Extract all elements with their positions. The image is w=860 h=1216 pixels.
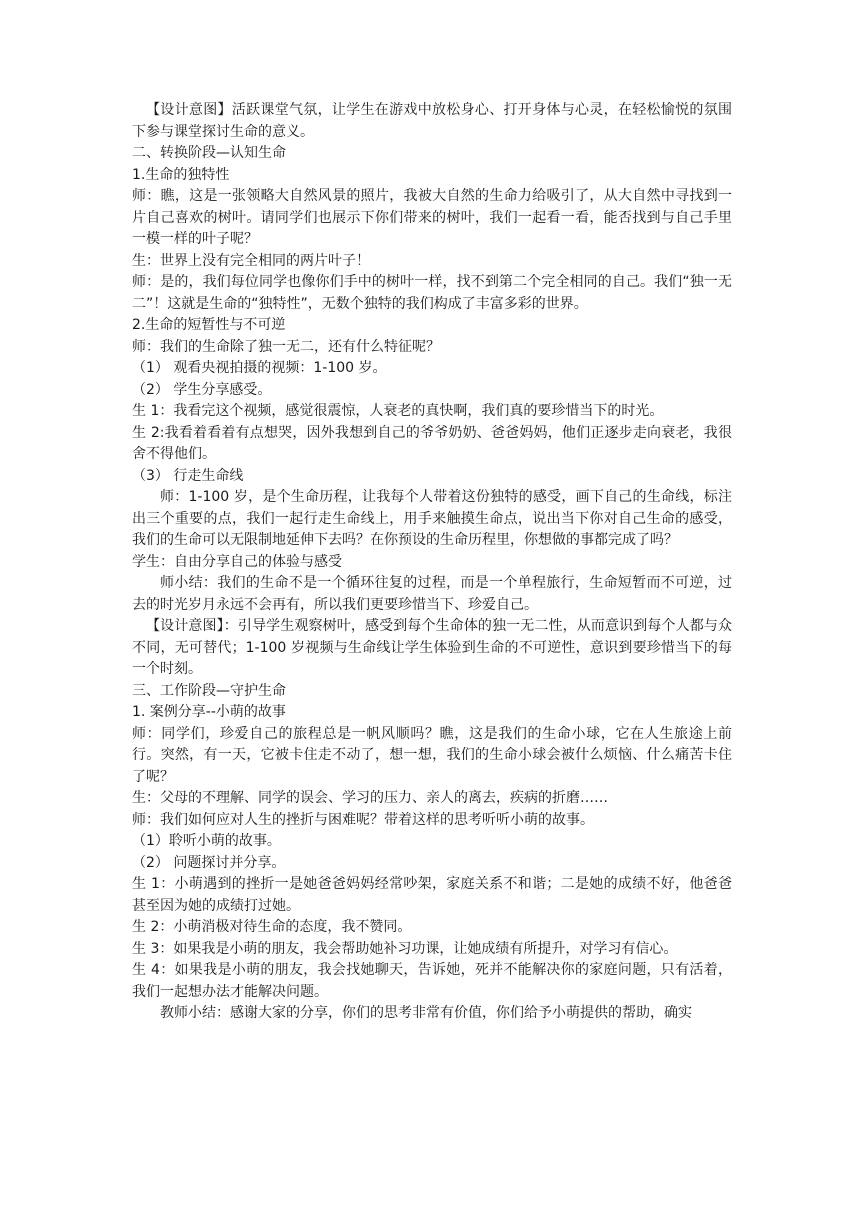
paragraph: （1）聆听小萌的故事。 [132, 833, 281, 849]
paragraph: 师小结：我们的生命不是一个循环往复的过程，而是一个单程旅行，生命短暂而不可逆，过去的时光岁月永远不会再有，所以我们更要珍惜当下、珍爱自己。 [132, 575, 732, 613]
paragraph: 师：我们的生命除了独一无二，还有什么特征呢？ [132, 338, 440, 355]
paragraph: 生 1：小萌遇到的挫折一是她爸爸妈妈经常吵架，家庭关系不和谐；二是她的成绩不好，他爸爸甚至因为她的成绩打过她。 [132, 876, 732, 914]
paragraph: （1） 观看央视拍摄的视频：1-100 岁。 [132, 360, 387, 376]
paragraph: 【设计意图】：引导学生观察树叶，感受到每个生命体的独一无二性，从而意识到每个人都与众不同，无可替代；1-100 岁视频与生命线让学生体验到生命的不可逆性，意识到要珍惜当下的每一个时刻。 [132, 618, 732, 677]
paragraph: 师：同学们，珍爱自己的旅程总是一帆风顺吗？瞧，这是我们的生命小球，它在人生旅途上前行。突然，有一天，它被卡住走不动了，想一想，我们的生命小球会被什么烦恼、什么痛苦卡住了呢？ [132, 725, 732, 785]
paragraph: 生：父母的不理解、同学的误会、学习的压力、亲人的离去，疾病的折磨…… [132, 790, 608, 806]
paragraph: 师：我们如何应对人生的挫折与困难呢？带着这样的思考听听小萌的故事。 [132, 811, 594, 828]
paragraph: 1.生命的独特性 [132, 166, 230, 183]
paragraph: 三、工作阶段—守护生命 [132, 682, 286, 699]
paragraph: 师：瞧，这是一张领略大自然风景的照片，我被大自然的生命力给吸引了，从大自然中寻找到一片自己喜欢的树叶。请同学们也展示下你们带来的树叶，我们一起看一看，能否找到与自己手里一模一样的叶子呢？ [132, 188, 732, 247]
paragraph: 二、转换阶段—认知生命 [132, 145, 286, 161]
paragraph: 1. 案例分享--小萌的故事 [132, 704, 286, 720]
paragraph: 2.生命的短暂性与不可逆 [132, 317, 286, 333]
paragraph: 生 2:我看着看着有点想哭，因外我想到自己的爷爷奶奶、爸爸妈妈，他们正逐步走向衰老，我很舍不得他们。 [132, 424, 732, 462]
paragraph: 生 3：如果我是小萌的朋友，我会帮助她补习功课，让她成绩有所提升，对学习有信心。 [132, 940, 678, 957]
paragraph: 学生：自由分享自己的体验与感受 [132, 553, 342, 570]
paragraph: 生 2：小萌消极对待生命的态度，我不赞同。 [132, 919, 412, 935]
paragraph: 生：世界上没有完全相同的两片叶子！ [132, 252, 370, 269]
paragraph: （2） 学生分享感受。 [132, 381, 272, 398]
paragraph: 师：是的，我们每位同学也像你们手中的树叶一样，找不到第二个完全相同的自己。我们“独一无二”！这就是生命的“独特性”，无数个独特的我们构成了丰富多彩的世界。 [132, 274, 732, 312]
paragraph: （2） 问题探讨并分享。 [132, 854, 286, 871]
paragraph: 教师小结：感谢大家的分享，你们的思考非常有价值，你们给予小萌提供的帮助，确实 [160, 1005, 692, 1021]
paragraph: 师：1-100 岁，是个生命历程，让我每个人带着这份独特的感受，画下自己的生命线，标注出三个重要的点，我们一起行走生命线上，用手来触摸生命点，说出当下你对自己生命的感受，我们的生命可以无限制地延伸下去吗？在你预设的生命历程里，你想做的事都完成了吗？ [132, 489, 732, 548]
paragraph: 【设计意图】活跃课堂气氛，让学生在游戏中放松身心、打开身体与心灵，在轻松愉悦的氛围下参与课堂探讨生命的意义。 [132, 102, 732, 140]
paragraph: （3） 行走生命线 [132, 467, 244, 484]
paragraph: 生 4：如果我是小萌的朋友，我会找她聊天，告诉她，死并不能解决你的家庭问题，只有活着，我们一起想办法才能解决问题。 [132, 962, 732, 1000]
document-page [132, 100, 732, 1025]
paragraph: 生 1：我看完这个视频，感觉很震惊，人衰老的真快啊，我们真的要珍惜当下的时光。 [132, 403, 664, 419]
